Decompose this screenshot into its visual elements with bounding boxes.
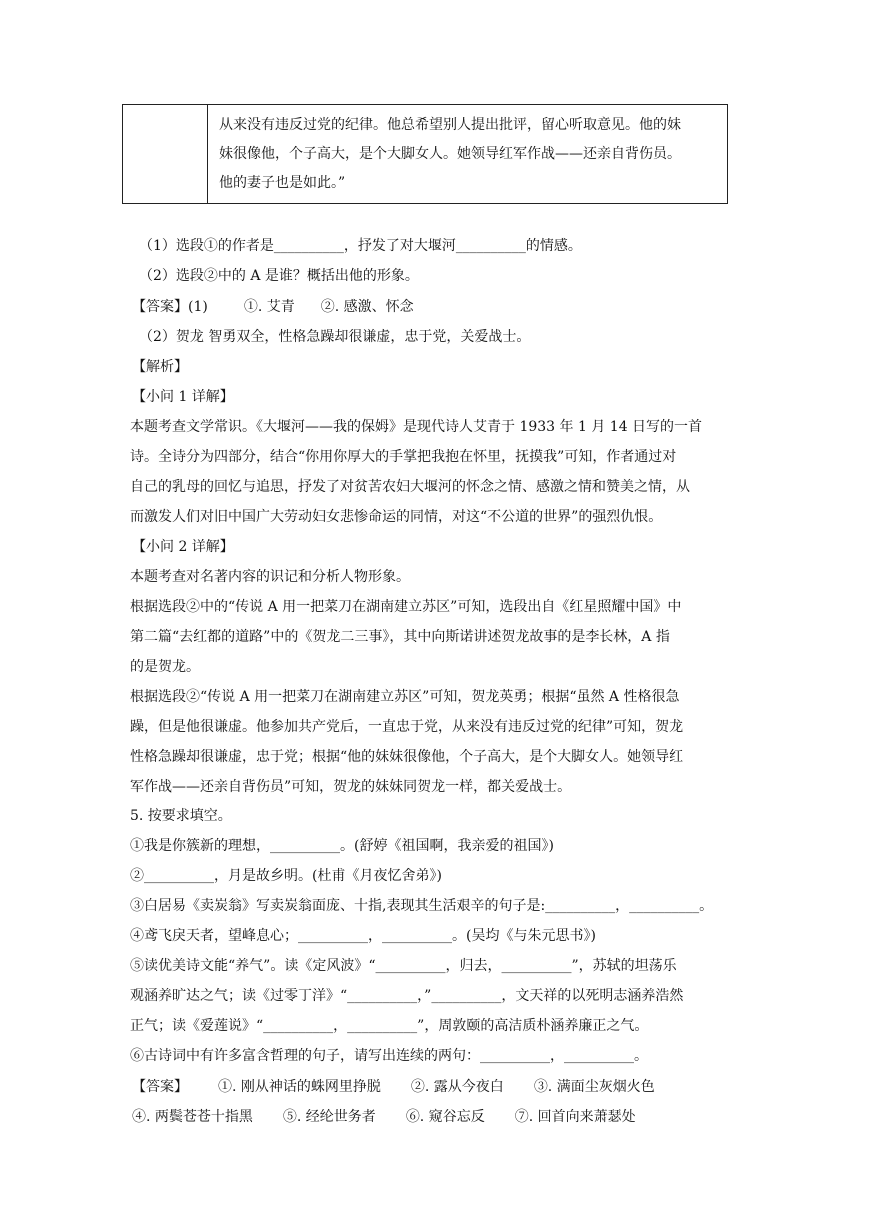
answer-label: 【答案】: [132, 1079, 188, 1095]
analysis-line: 本题考查对名著内容的识记和分析人物形象。: [130, 569, 410, 585]
excerpt-line: 从来没有违反过党的纪律。他总希望别人提出批评，留心听取意见。他的妹: [219, 117, 681, 133]
analysis-line: 第二篇“去红都的道路”中的《贺龙二三事》，其中向斯诺讲述贺龙故事的是李长林，A 指: [130, 629, 670, 645]
question-1: （1）选段①的作者是__________，抒发了对大堰河__________的情感。: [139, 238, 582, 254]
answer-item: ①. 艾青: [243, 299, 295, 315]
analysis-line: 根据选段②中的“传说 A 用一把菜刀在湖南建立苏区”可知，选段出自《红星照耀中国》中: [130, 599, 682, 615]
fill-blank-line: ⑥古诗词中有许多富含哲理的句子，请写出连续的两句：__________，__________。: [130, 1048, 648, 1064]
sub-question-1-label: 【小问 1 详解】: [132, 389, 234, 405]
answer-item: ⑤. 经纶世务者: [282, 1109, 376, 1125]
answer-item: ④. 两鬓苍苍十指黑: [132, 1109, 253, 1125]
answer-part-number: (1): [188, 299, 208, 315]
fill-blank-line: 观涵养旷达之气；读《过零丁洋》“__________，”__________，文天祥的以死明志涵养浩然: [130, 988, 684, 1004]
fill-blank-line: ④鸢飞戾天者，望峰息心；__________，__________。(吴均《与朱元思书》): [130, 928, 596, 944]
answer-item: ②. 露从今夜白: [410, 1079, 504, 1095]
answer-item: ⑥. 窥谷忘反: [405, 1109, 485, 1125]
analysis-label: 【解析】: [132, 359, 188, 375]
fill-blank-line: ①我是你簇新的理想，__________。(舒婷《祖国啊，我亲爱的祖国》): [130, 838, 554, 854]
analysis-line: 本题考查文学常识。《大堰河——我的保姆》是现代诗人艾青于 1933 年 1 月 14 日写的一首: [130, 419, 703, 435]
analysis-line: 的是贺龙。: [130, 659, 200, 675]
fill-blank-line: 正气；读《爱莲说》“__________，__________”，周敦颐的高洁质朴涵养廉正之气。: [130, 1018, 649, 1034]
answer-label: 【答案】: [132, 299, 188, 315]
answer-2-row-1: [132, 1077, 742, 1097]
answer-item: ①. 刚从神话的蛛网里挣脱: [218, 1079, 381, 1095]
answer-1-row: [132, 297, 742, 317]
analysis-line: 而激发人们对旧中国广大劳动妇女悲惨命运的同情，对这“不公道的世界”的强烈仇恨。: [130, 509, 663, 525]
question-5-title: 5. 按要求填空。: [130, 808, 232, 824]
question-2: （2）选段②中的 A 是谁？概括出他的形象。: [139, 268, 419, 284]
sub-question-2-label: 【小问 2 详解】: [132, 539, 234, 555]
analysis-line: 躁，但是他很谦虚。他参加共产党后，一直忠于党，从来没有违反过党的纪律”可知，贺龙: [130, 719, 684, 735]
excerpt-table: [122, 104, 728, 204]
answer-1-part-2: （2）贺龙 智勇双全，性格急躁却很谦虚，忠于党，关爱战士。: [139, 329, 531, 345]
analysis-line: 自己的乳母的回忆与追思，抒发了对贫苦农妇大堰河的怀念之情、感激之情和赞美之情，从: [130, 479, 690, 495]
answer-2-row-2: [132, 1107, 742, 1127]
analysis-line: 诗。全诗分为四部分，结合“你用你厚大的手掌把我抱在怀里，抚摸我”可知，作者通过对: [130, 449, 677, 465]
excerpt-cell: [219, 111, 719, 198]
analysis-line: 性格急躁却很谦虚，忠于党；根据“他的妹妹很像他，个子高大，是个大脚女人。她领导红: [130, 749, 684, 765]
excerpt-line: 他的妻子也是如此。”: [219, 175, 346, 191]
table-divider: [207, 105, 208, 203]
answer-item: ②. 感激、怀念: [320, 299, 414, 315]
fill-blank-line: ⑤读优美诗文能“养气”。读《定风波》“__________，归去，__________”，苏轼的坦荡乐: [130, 958, 677, 974]
fill-blank-line: ②__________，月是故乡明。(杜甫《月夜忆舍弟》): [130, 868, 442, 884]
analysis-line: 军作战——还亲自背伤员”可知，贺龙的妹妹同贺龙一样，都关爱战士。: [130, 779, 572, 795]
answer-item: ③. 满面尘灰烟火色: [533, 1079, 655, 1095]
excerpt-line: 妹很像他，个子高大，是个大脚女人。她领导红军作战——还亲自背伤员。: [219, 146, 681, 162]
fill-blank-line: ③白居易《卖炭翁》写卖炭翁面庞、十指,表现其生活艰辛的句子是:__________，__________。: [130, 898, 714, 914]
answer-item: ⑦. 回首向来萧瑟处: [514, 1109, 636, 1125]
analysis-line: 根据选段②“传说 A 用一把菜刀在湖南建立苏区”可知，贺龙英勇；根据“虽然 A 性格很急: [130, 689, 680, 705]
